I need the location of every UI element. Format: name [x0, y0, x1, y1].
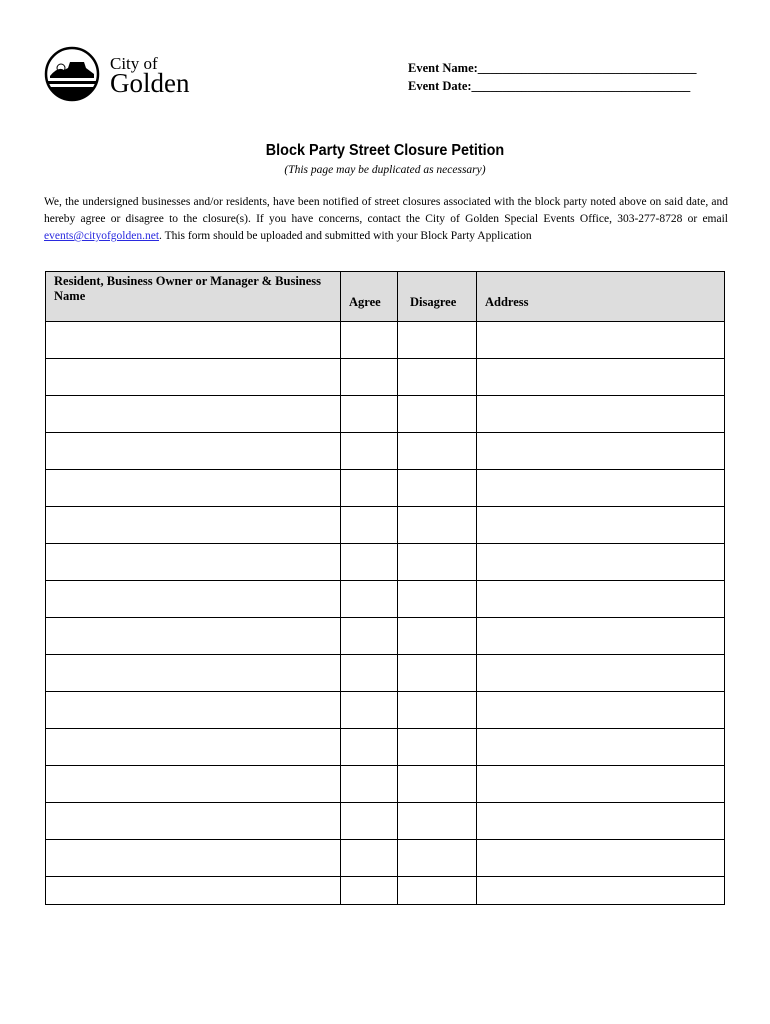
header-address [477, 272, 725, 322]
name-cell[interactable] [46, 877, 341, 905]
email-link[interactable]: events@cityofgolden.net [44, 230, 160, 242]
name-cell[interactable] [46, 803, 341, 840]
address-cell[interactable] [477, 433, 725, 470]
disagree-cell[interactable] [398, 877, 477, 905]
disagree-cell[interactable] [398, 396, 477, 433]
agree-cell[interactable] [341, 396, 398, 433]
name-cell[interactable] [46, 766, 341, 803]
disagree-cell[interactable] [398, 729, 477, 766]
name-cell[interactable] [46, 433, 341, 470]
name-cell[interactable] [46, 729, 341, 766]
header-name [46, 272, 341, 322]
address-cell[interactable] [477, 618, 725, 655]
table-row [46, 803, 725, 840]
petition-table [45, 271, 725, 905]
agree-cell[interactable] [341, 322, 398, 359]
table-row [46, 507, 725, 544]
agree-cell[interactable] [341, 729, 398, 766]
address-cell[interactable] [477, 581, 725, 618]
header-agree [341, 272, 398, 322]
header-disagree [398, 272, 477, 322]
event-date-blank[interactable]: ___________________________________ [471, 79, 691, 93]
table-row [46, 359, 725, 396]
name-cell[interactable] [46, 618, 341, 655]
intro-text: We, the undersigned businesses and/or residents, have been notified of street closures associated with the block party noted above on said date, and hereby agree or disagree to the closure(s). If you have concerns, contact the City of Golden Special Events Office, 303-277-8728 or email [44, 196, 728, 225]
page-subtitle: (This page may be duplicated as necessary) [284, 164, 486, 176]
table-row [46, 766, 725, 803]
address-cell[interactable] [477, 803, 725, 840]
name-cell[interactable] [46, 692, 341, 729]
intro-text-end: . This form should be uploaded and submitted with your Block Party Application [159, 230, 532, 242]
name-cell[interactable] [46, 544, 341, 581]
event-name-blank[interactable]: ___________________________________ [477, 61, 697, 75]
agree-cell[interactable] [341, 766, 398, 803]
logo-text [110, 55, 189, 97]
table-row [46, 655, 725, 692]
intro-paragraph [44, 194, 728, 245]
agree-cell[interactable] [341, 507, 398, 544]
address-cell[interactable] [477, 840, 725, 877]
header-name-text: Resident, Business Owner or Manager & Business Name [54, 274, 322, 303]
address-cell[interactable] [477, 655, 725, 692]
name-cell[interactable] [46, 396, 341, 433]
event-name-field[interactable] [408, 61, 697, 76]
name-cell[interactable] [46, 322, 341, 359]
table-row [46, 618, 725, 655]
disagree-cell[interactable] [398, 766, 477, 803]
table-row [46, 544, 725, 581]
disagree-cell[interactable] [398, 840, 477, 877]
header-disagree-text: Disagree [410, 295, 457, 309]
name-cell[interactable] [46, 470, 341, 507]
logo-golden: Golden [110, 68, 190, 98]
event-date-label: Event Date: [408, 79, 472, 93]
agree-cell[interactable] [341, 840, 398, 877]
table-row [46, 433, 725, 470]
table-row [46, 470, 725, 507]
table-row [46, 581, 725, 618]
agree-cell[interactable] [341, 618, 398, 655]
disagree-cell[interactable] [398, 581, 477, 618]
table-row [46, 840, 725, 877]
name-cell[interactable] [46, 840, 341, 877]
address-cell[interactable] [477, 729, 725, 766]
table-row [46, 729, 725, 766]
address-cell[interactable] [477, 396, 725, 433]
page-title: Block Party Street Closure Petition [265, 142, 505, 159]
disagree-cell[interactable] [398, 544, 477, 581]
city-of-golden-logo-icon [44, 46, 100, 102]
disagree-cell[interactable] [398, 803, 477, 840]
address-cell[interactable] [477, 507, 725, 544]
table-row [46, 396, 725, 433]
address-cell[interactable] [477, 322, 725, 359]
logo-city: City of [110, 54, 158, 73]
agree-cell[interactable] [341, 470, 398, 507]
event-date-field[interactable] [408, 79, 690, 94]
disagree-cell[interactable] [398, 359, 477, 396]
address-cell[interactable] [477, 470, 725, 507]
name-cell[interactable] [46, 507, 341, 544]
disagree-cell[interactable] [398, 655, 477, 692]
address-cell[interactable] [477, 544, 725, 581]
disagree-cell[interactable] [398, 322, 477, 359]
agree-cell[interactable] [341, 803, 398, 840]
disagree-cell[interactable] [398, 433, 477, 470]
disagree-cell[interactable] [398, 507, 477, 544]
table-header-row [46, 272, 725, 322]
table-row [46, 322, 725, 359]
table-row [46, 692, 725, 729]
agree-cell[interactable] [341, 692, 398, 729]
agree-cell[interactable] [341, 581, 398, 618]
event-name-label: Event Name: [408, 61, 478, 75]
agree-cell[interactable] [341, 655, 398, 692]
agree-cell[interactable] [341, 877, 398, 905]
name-cell[interactable] [46, 655, 341, 692]
name-cell[interactable] [46, 581, 341, 618]
address-cell[interactable] [477, 692, 725, 729]
agree-cell[interactable] [341, 544, 398, 581]
agree-cell[interactable] [341, 433, 398, 470]
header-agree-text: Agree [349, 295, 381, 309]
agree-cell[interactable] [341, 359, 398, 396]
address-cell[interactable] [477, 359, 725, 396]
name-cell[interactable] [46, 359, 341, 396]
disagree-cell[interactable] [398, 618, 477, 655]
table-row [46, 877, 725, 905]
header-address-text: Address [485, 295, 529, 309]
disagree-cell[interactable] [398, 470, 477, 507]
address-cell[interactable] [477, 766, 725, 803]
disagree-cell[interactable] [398, 692, 477, 729]
address-cell[interactable] [477, 877, 725, 905]
